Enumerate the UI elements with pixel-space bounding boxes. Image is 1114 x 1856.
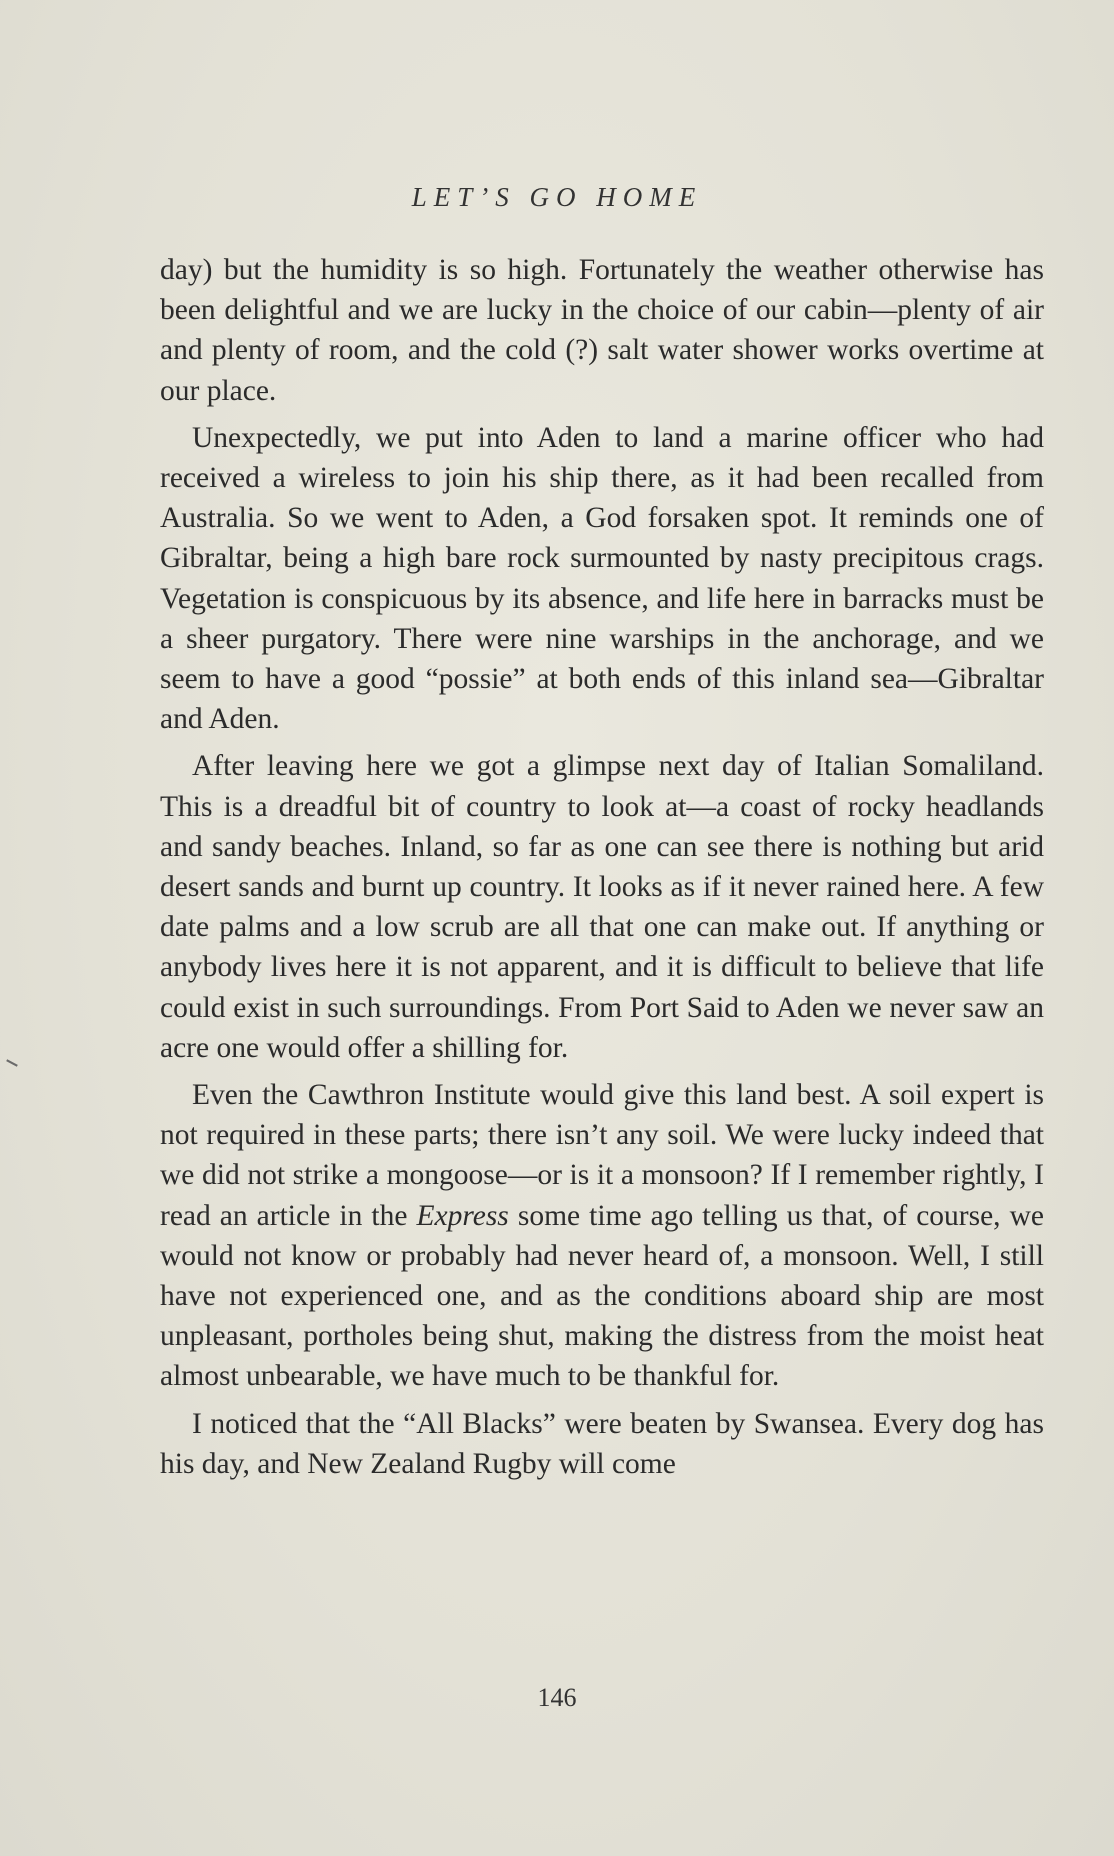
paragraph-4 xyxy=(160,1075,1044,1397)
paragraph-1: day) but the humidity is so high. Fortunately the weather otherwise has been delightful and we are lucky in the choice of our cabin—plenty of air and plenty of room, and the cold (?) salt water shower works overtime at our place. xyxy=(160,254,1044,407)
paragraph-2: Unexpectedly, we put into Aden to land a marine officer who had received a wireless to join his ship there, as it had been recalled from Australia. So we went to Aden, a God forsaken spot. It reminds one of Gibraltar, being a high bare rock surmounted by nasty precipitous crags. Vegetation is conspicuous by its absence, and life here in barracks must be a sheer purgatory. There were nine warships in the anchorage, and we seem to have a good “possie” at both ends of this inland sea—Gibraltar and Aden. xyxy=(160,421,1044,736)
running-head: LET’S GO HOME xyxy=(411,182,703,212)
paragraph-5: I noticed that the “All Blacks” were beaten by Swansea. Every dog has his day, and New Zealand Rugby will come xyxy=(160,1407,1044,1480)
body-text xyxy=(160,250,1044,1491)
newspaper-title: Express xyxy=(416,1199,509,1232)
paragraph-4-part-1: Even the Cawthron Institute would give this land best. A soil expert is not required in these parts; there isn’t any soil. We were lucky indeed that we did not strike a mongoose—or is it a monsoon? If I remember rightly, I read an article in the xyxy=(160,1079,1044,1232)
margin-mark xyxy=(6,1059,18,1066)
paragraph-3: After leaving here we got a glimpse next day of Italian Somaliland. This is a dreadful bit of country to look at—a coast of rocky headlands and sandy beaches. Inland, so far as one can see there is nothing but arid desert sands and burnt up country. It looks as if it never rained here. A few date palms and a low scrub are all that one can make out. If anything or anybody lives here it is not apparent, and it is difficult to believe that life could exist in such surroundings. From Port Said to Aden we never saw an acre one would offer a shilling for. xyxy=(160,750,1044,1064)
page-number: 146 xyxy=(537,1683,577,1712)
paragraph-4-part-2: some time ago telling us that, of course, we would not know or probably had never heard of, a monsoon. Well, I still have not experienced one, and as the conditions aboard ship are most unpleasant, portholes being shut, making the distress from the moist heat almost unbearable, we have much to be thankful for. xyxy=(160,1199,1044,1393)
